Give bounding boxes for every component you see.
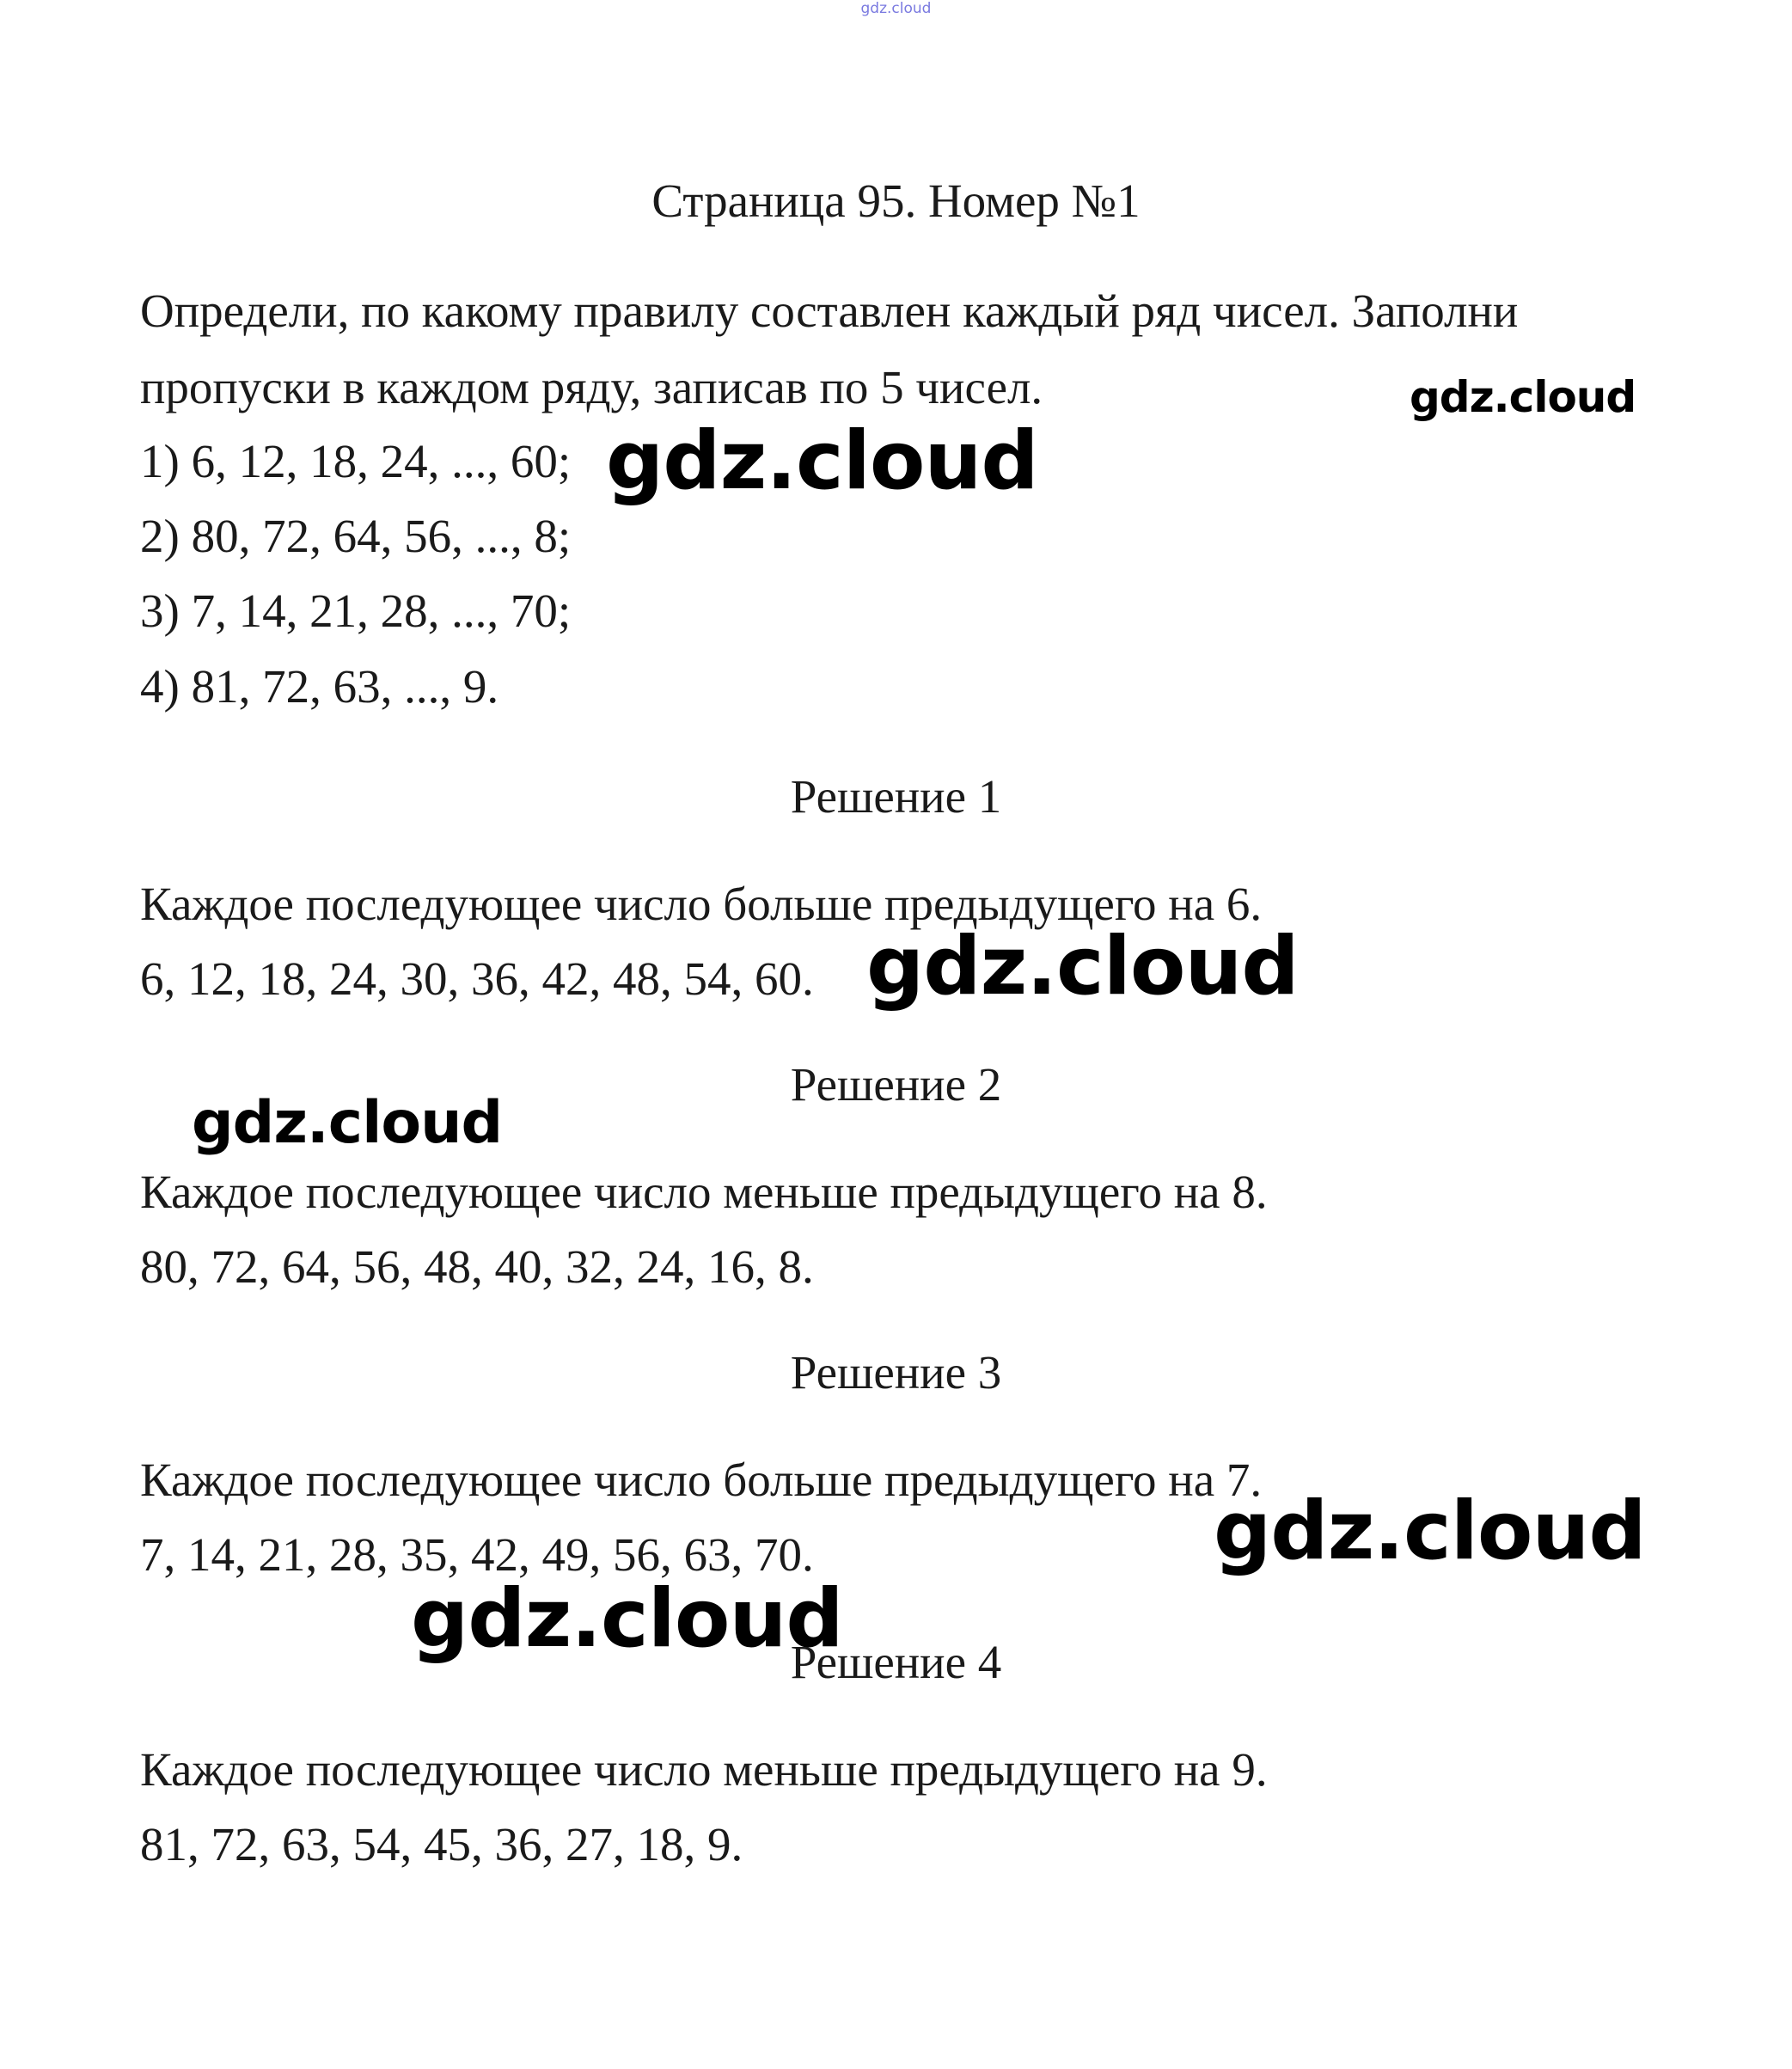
solution-1-heading: Решение 1 (790, 770, 1002, 823)
task-row-1: 1) 6, 12, 18, 24, ..., 60; (140, 435, 572, 487)
task-text-line-1: Определи, по какому правилу составлен каждый ряд чисел. Заполни (140, 285, 1519, 337)
watermark-logo: gdz.cloud (606, 414, 1038, 508)
task-row-4: 4) 81, 72, 63, ..., 9. (140, 660, 499, 713)
solution-4-rule: Каждое последующее число меньше предыдущего на 9. (140, 1743, 1268, 1796)
solution-1-rule: Каждое последующее число больше предыдущего на 6. (140, 878, 1263, 930)
watermark-logo: gdz.cloud (411, 1572, 843, 1666)
task-text-line-2: пропуски в каждом ряду, записав по 5 чисел. (140, 361, 1043, 413)
solution-3-heading: Решение 3 (790, 1346, 1002, 1399)
solution-1-sequence: 6, 12, 18, 24, 30, 36, 42, 48, 54, 60. (140, 952, 814, 1005)
solution-2-rule: Каждое последующее число меньше предыдущего на 8. (140, 1166, 1268, 1218)
task-row-3: 3) 7, 14, 21, 28, ..., 70; (140, 585, 572, 637)
watermark-logo: gdz.cloud (192, 1089, 503, 1157)
solution-4-heading: Решение 4 (790, 1636, 1002, 1688)
watermark-logo: gdz.cloud (1410, 372, 1636, 422)
watermark-logo: gdz.cloud (1214, 1484, 1646, 1578)
solution-3-rule: Каждое последующее число больше предыдущего на 7. (140, 1454, 1263, 1506)
page-title: Страница 95. Номер №1 (651, 174, 1141, 227)
top-watermark: gdz.cloud (860, 0, 932, 17)
solution-3-sequence: 7, 14, 21, 28, 35, 42, 49, 56, 63, 70. (140, 1528, 814, 1581)
task-row-2: 2) 80, 72, 64, 56, ..., 8; (140, 510, 572, 562)
solution-4-sequence: 81, 72, 63, 54, 45, 36, 27, 18, 9. (140, 1818, 743, 1870)
solution-2-sequence: 80, 72, 64, 56, 48, 40, 32, 24, 16, 8. (140, 1240, 814, 1293)
watermark-logo: gdz.cloud (866, 920, 1299, 1013)
solution-2-heading: Решение 2 (790, 1058, 1002, 1111)
